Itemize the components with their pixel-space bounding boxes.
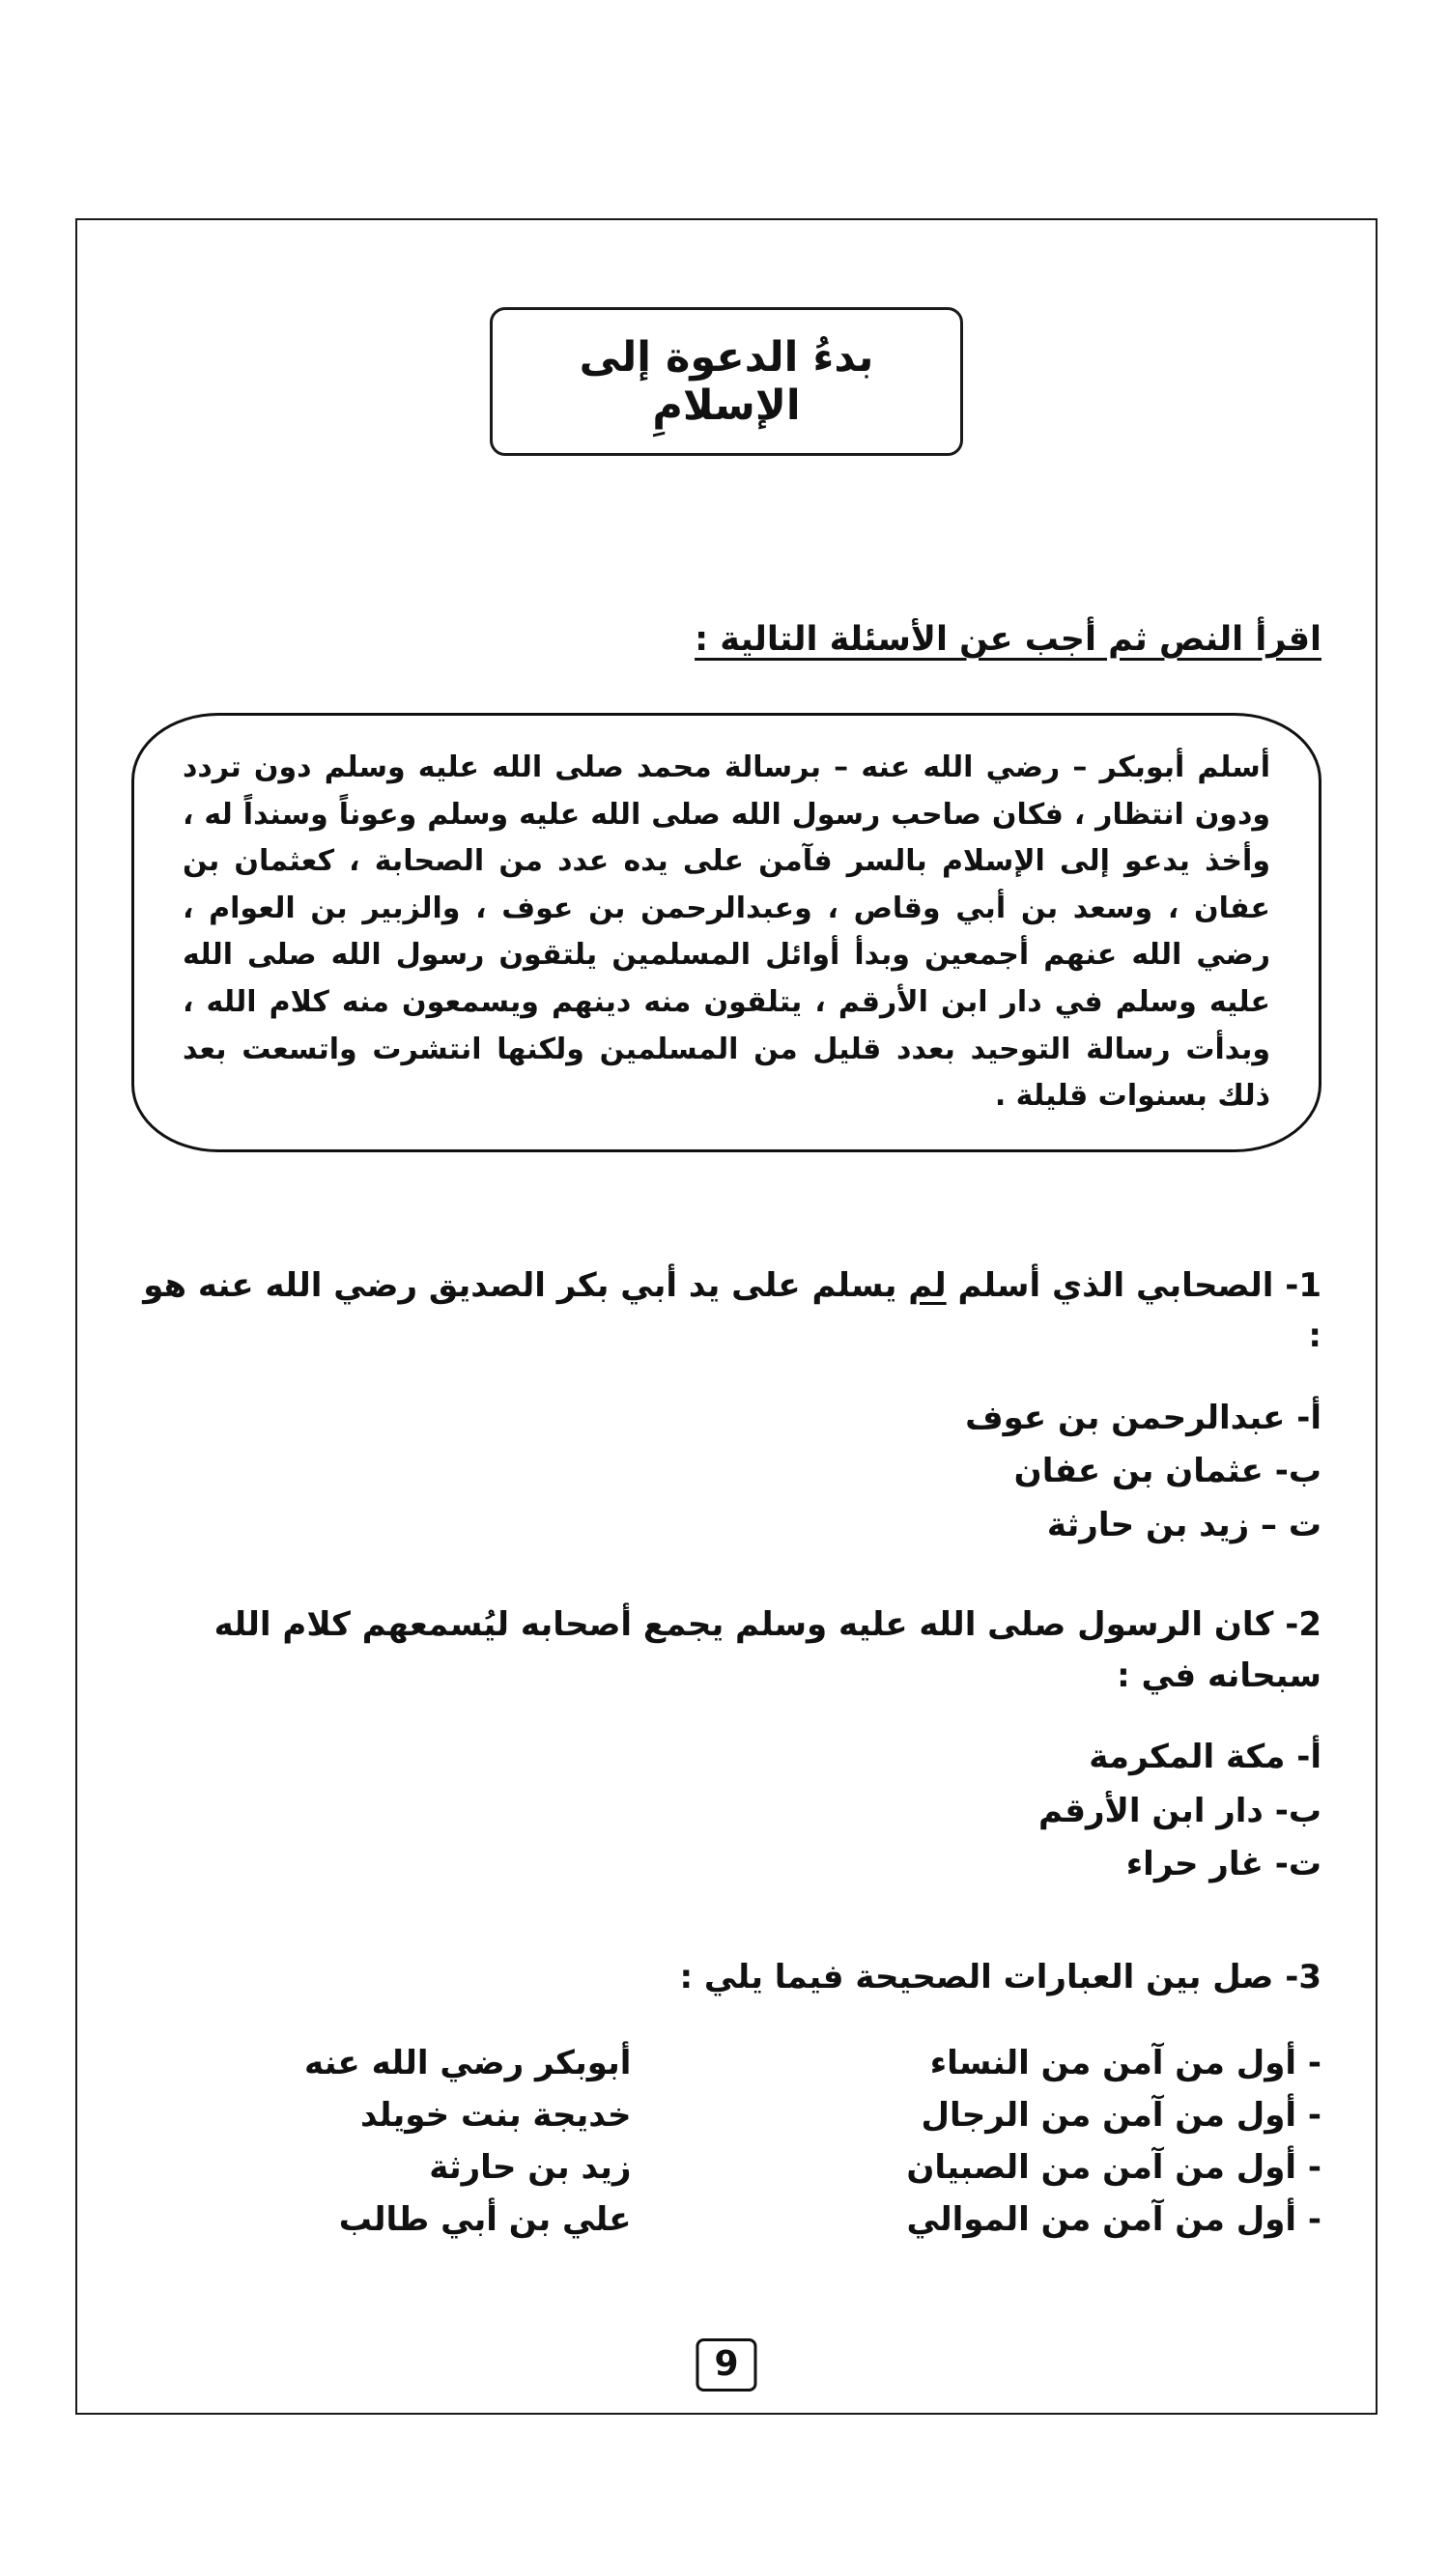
matching-answer-item: خديجة بنت خويلد <box>360 2095 632 2135</box>
page-number: 9 <box>714 2344 739 2385</box>
instruction-line <box>131 620 1321 659</box>
matching-answer-item: أبوبكر رضي الله عنه <box>304 2043 632 2082</box>
option-item: أ- مكة المكرمة <box>1089 1738 1321 1777</box>
matching-answer-item: زيد بن حارثة <box>429 2147 632 2187</box>
matching-question-item: - أول من آمن من الرجال <box>921 2095 1321 2135</box>
page-title: بدءُ الدعوة إلى الإسلامِ <box>579 333 874 430</box>
option-item: ت – زيد بن حارثة <box>1046 1505 1321 1544</box>
page-border-frame <box>75 218 1378 2415</box>
question-1-underlined-word: لم <box>908 1265 947 1305</box>
question-1 <box>131 1260 1321 1549</box>
title-box <box>490 307 963 456</box>
question-2-text: 2- كان الرسول صلى الله عليه وسلم يجمع أصحابه ليُسمعهم كلام الله سبحانه في : <box>213 1605 1321 1695</box>
matching-question-item: - أول من آمن من النساء <box>929 2043 1321 2082</box>
question-1-text <box>131 1260 1321 1362</box>
question-2 <box>131 1599 1321 1888</box>
option-item: ب- عثمان بن عفان <box>1013 1452 1321 1491</box>
instruction-text: اقرأ النص ثم أجب عن الأسئلة التالية : <box>695 620 1321 659</box>
option-item: ب- دار ابن الأرقم <box>1038 1791 1321 1830</box>
question-3 <box>131 1952 1321 2239</box>
matching-answer-item: علي بن أبي طالب <box>338 2199 632 2239</box>
passage-box <box>131 713 1321 1152</box>
matching-question-item: - أول من آمن من الصبيان <box>906 2147 1321 2187</box>
passage-text: أسلم أبوبكر – رضي الله عنه – برسالة محمد صلى الله عليه وسلم دون تردد ودون انتظار ، فكان صاحب رسول الله صلى الله عليه وسلم وعوناً وسنداً له ، وأخذ يدعو إلى الإسلام بالسر فآمن على يده عدد من الصحابة ، كعثمان بن عفان ، وسعد بن أبي وقاص ، وعبدالرحمن بن عوف ، والزبير بن العوام ، رضي الله عنهم أجمعين وبدأ أوائل المسلمين يلتقون رسول الله صلى الله عليه وسلم في دار ابن الأرقم ، يتلقون منه دينهم ويسمعون منه كلام الله ، وبدأت رسالة التوحيد بعدد قليل من المسلمين ولكنها انتشرت واتسعت بعد ذلك بسنوات قليلة . <box>183 750 1270 1114</box>
question-1-options <box>131 1395 1321 1549</box>
question-1-prefix: 1- الصحابي الذي أسلم <box>946 1265 1321 1305</box>
question-2-options <box>131 1734 1321 1888</box>
matching-question-item: - أول من آمن من الموالي <box>906 2199 1321 2239</box>
option-item: أ- عبدالرحمن بن عوف <box>965 1399 1321 1438</box>
option-item: ت- غار حراء <box>1125 1844 1321 1883</box>
question-1-suffix: يسلم على يد أبي بكر الصديق رضي الله عنه هو : <box>143 1265 1321 1356</box>
page-number-box <box>696 2338 756 2392</box>
question-3-text: 3- صل بين العبارات الصحيحة فيما يلي : <box>679 1958 1321 1997</box>
matching-table <box>131 2044 1321 2239</box>
